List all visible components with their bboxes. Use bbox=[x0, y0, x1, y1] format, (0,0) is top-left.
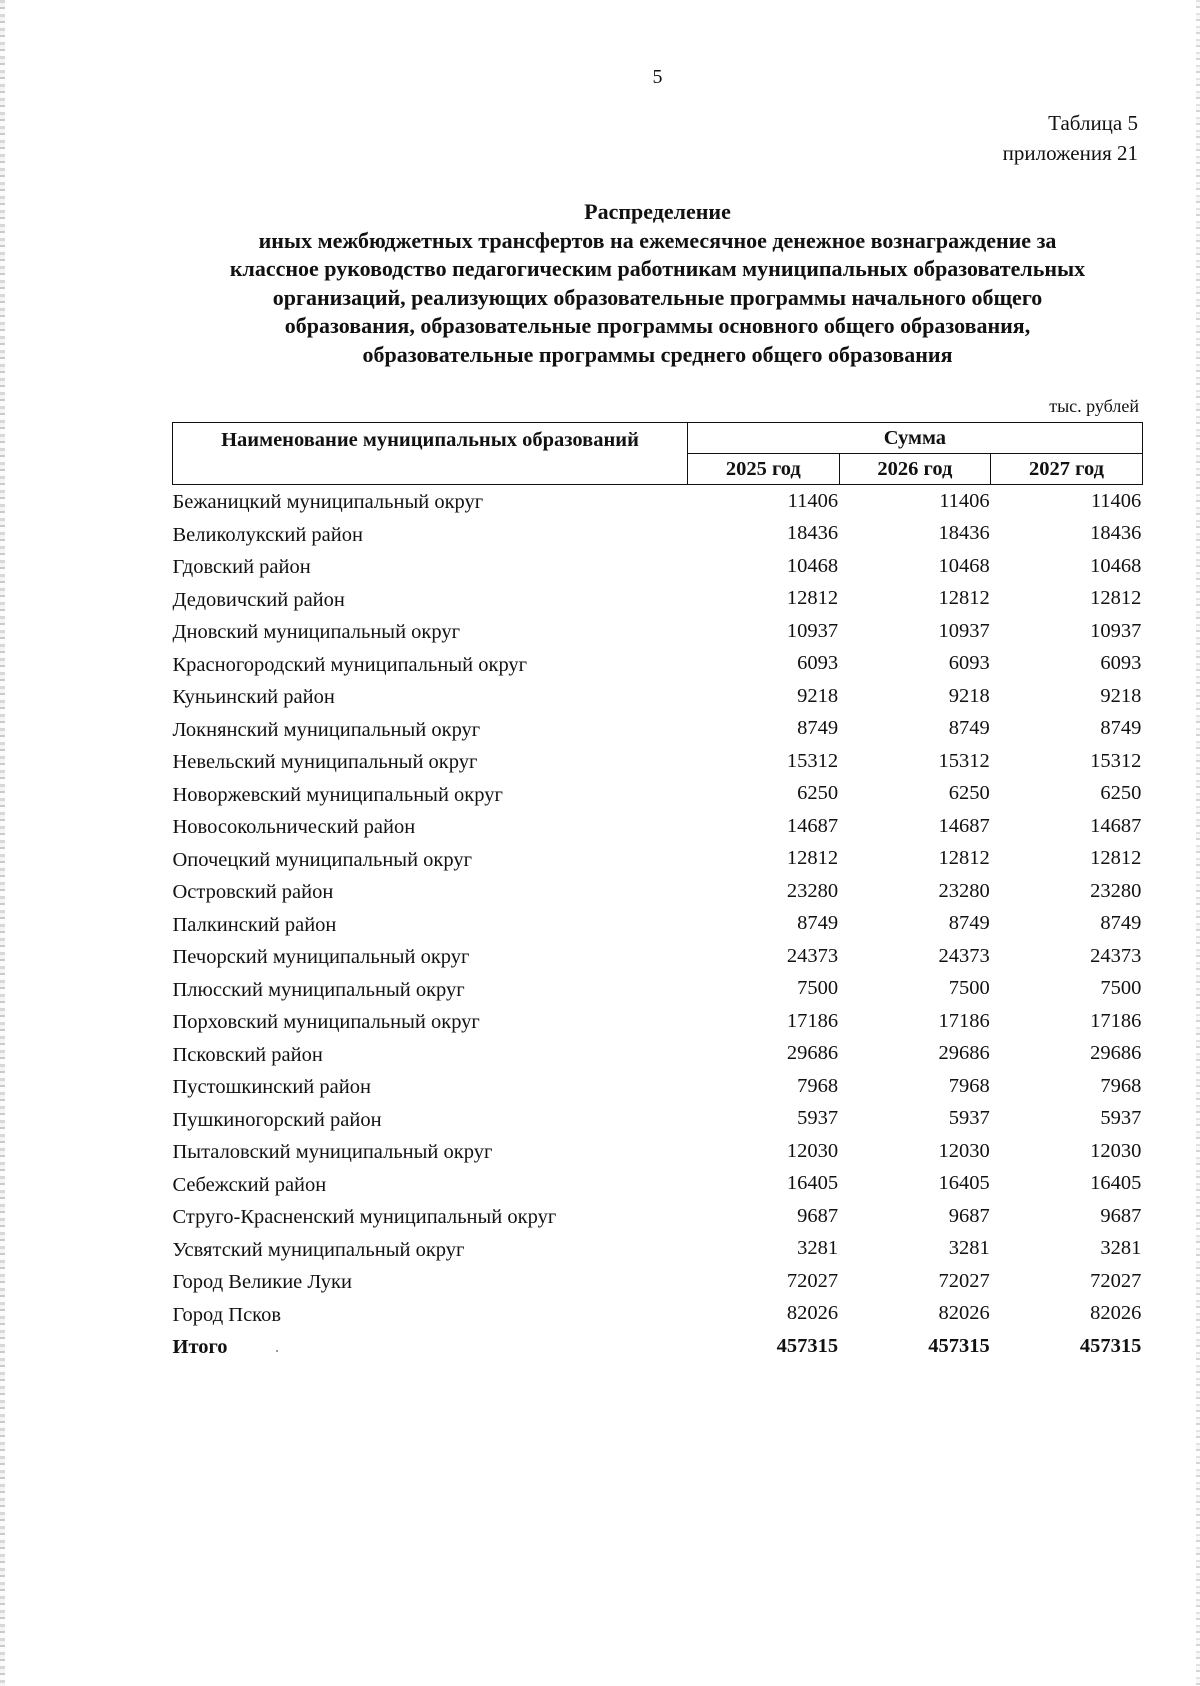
title-line-2: иных межбюджетных трансфертов на ежемесячное денежное вознаграждение за bbox=[258, 227, 1057, 253]
distribution-table bbox=[172, 422, 1143, 1363]
column-header-year: 2025 год bbox=[688, 454, 840, 485]
value-2025: 18436 bbox=[786, 522, 839, 544]
table-row bbox=[173, 1005, 1143, 1038]
value-2027: 18436 bbox=[1090, 522, 1142, 544]
table-row bbox=[173, 778, 1143, 811]
column-header-sum: Сумма bbox=[688, 423, 1143, 454]
municipality-name: Плюсский муниципальный округ bbox=[172, 978, 465, 1001]
municipality-name: Порховский муниципальный округ bbox=[172, 1011, 480, 1033]
municipality-name: Новоржевский муниципальный округ bbox=[172, 783, 503, 806]
value-2025: 23280 bbox=[786, 879, 839, 902]
value-2026: 24373 bbox=[938, 944, 990, 967]
table-reference bbox=[1003, 108, 1138, 168]
municipality-name: Опочецкий муниципальный округ bbox=[172, 848, 473, 871]
table-row bbox=[173, 550, 1143, 583]
value-2026: 29686 bbox=[938, 1042, 990, 1064]
table-row bbox=[173, 843, 1143, 876]
municipality-name: Дновский муниципальный округ bbox=[172, 621, 461, 643]
value-2025: 8749 bbox=[797, 717, 839, 739]
municipality-name: Город Великие Луки bbox=[172, 1271, 352, 1293]
table-row bbox=[173, 1103, 1143, 1136]
table-reference-line-2: приложения 21 bbox=[1002, 141, 1138, 165]
value-2027: 10937 bbox=[1090, 619, 1142, 642]
value-2027: 17186 bbox=[1090, 1009, 1142, 1032]
value-2025: 12030 bbox=[786, 1139, 839, 1162]
value-2026: 9218 bbox=[948, 684, 990, 707]
value-2026: 11406 bbox=[939, 489, 990, 512]
scan-edge-right bbox=[1196, 0, 1200, 1686]
table-row bbox=[173, 1200, 1143, 1233]
value-2027: 82026 bbox=[1090, 1302, 1142, 1324]
title-line-1: Распределение bbox=[584, 199, 731, 224]
municipality-name: Усвятский муниципальный округ bbox=[172, 1238, 465, 1261]
table-row bbox=[173, 810, 1143, 843]
table-row bbox=[173, 1298, 1143, 1331]
table-footer bbox=[173, 1330, 1143, 1363]
value-2025: 10468 bbox=[786, 554, 839, 577]
value-2026: 15312 bbox=[938, 749, 990, 772]
table-row bbox=[173, 680, 1143, 713]
value-2026: 8749 bbox=[948, 717, 990, 739]
value-2025: 8749 bbox=[797, 912, 839, 934]
table-row bbox=[173, 1233, 1143, 1266]
value-2027: 12812 bbox=[1090, 847, 1142, 869]
municipality-name: Себежский район bbox=[172, 1173, 327, 1196]
table-row bbox=[173, 615, 1143, 648]
municipality-name: Бежаницкий муниципальный округ bbox=[172, 491, 484, 513]
value-2025: 72027 bbox=[786, 1269, 839, 1292]
table-row bbox=[173, 648, 1143, 681]
value-2026: 23280 bbox=[938, 879, 990, 902]
value-2025: 12812 bbox=[786, 847, 839, 869]
total-value-2026: 457315 bbox=[928, 1334, 990, 1357]
table-row bbox=[173, 485, 1143, 518]
total-value-2025: 457315 bbox=[776, 1334, 839, 1357]
value-2026: 7500 bbox=[948, 977, 990, 999]
value-2027: 9218 bbox=[1100, 684, 1142, 707]
column-header-year: 2027 год bbox=[991, 454, 1143, 485]
scan-speck bbox=[276, 1350, 278, 1352]
value-2026: 82026 bbox=[938, 1302, 990, 1324]
municipality-name: Город Псков bbox=[172, 1303, 282, 1326]
table-row bbox=[173, 1265, 1143, 1298]
title-line-4: организаций, реализующих образовательные программы начального общего bbox=[272, 284, 1043, 310]
value-2026: 72027 bbox=[938, 1269, 990, 1292]
table-row bbox=[173, 1135, 1143, 1168]
value-2027: 7968 bbox=[1100, 1074, 1142, 1097]
value-2027: 6250 bbox=[1100, 782, 1142, 804]
value-2025: 29686 bbox=[786, 1042, 839, 1064]
table-row bbox=[173, 908, 1143, 941]
value-2026: 8749 bbox=[948, 912, 990, 934]
value-2026: 3281 bbox=[948, 1237, 990, 1259]
table-row bbox=[173, 973, 1143, 1006]
value-2027: 29686 bbox=[1090, 1042, 1142, 1064]
total-label: Итого bbox=[172, 1336, 228, 1358]
municipality-name: Палкинский район bbox=[172, 913, 337, 936]
municipality-name: Красногородский муниципальный округ bbox=[172, 653, 528, 676]
value-2027: 24373 bbox=[1090, 944, 1142, 967]
municipality-name: Локнянский муниципальный округ bbox=[172, 718, 481, 741]
title-line-6: образовательные программы среднего общего образования bbox=[362, 341, 953, 367]
value-2026: 10468 bbox=[938, 554, 990, 577]
table-row bbox=[173, 1038, 1143, 1071]
value-2027: 9687 bbox=[1100, 1204, 1142, 1227]
value-2027: 10468 bbox=[1090, 554, 1142, 577]
table-row bbox=[173, 713, 1143, 746]
document-title bbox=[150, 198, 1165, 369]
value-2025: 7968 bbox=[797, 1074, 839, 1097]
value-2026: 14687 bbox=[938, 814, 990, 837]
units-label: тыс. рублей bbox=[1049, 396, 1139, 416]
value-2025: 17186 bbox=[786, 1009, 839, 1032]
value-2026: 18436 bbox=[938, 522, 990, 544]
table-header bbox=[173, 423, 1143, 485]
value-2025: 15312 bbox=[786, 749, 839, 772]
table-header-row bbox=[173, 423, 1143, 454]
value-2025: 12812 bbox=[786, 587, 839, 609]
value-2027: 6093 bbox=[1100, 652, 1142, 674]
value-2027: 16405 bbox=[1090, 1172, 1142, 1194]
title-line-3: классное руководство педагогическим работникам муниципальных образовательных bbox=[229, 256, 1086, 281]
value-2025: 11406 bbox=[787, 489, 839, 512]
value-2027: 3281 bbox=[1100, 1237, 1142, 1259]
value-2026: 6093 bbox=[948, 652, 990, 674]
value-2025: 3281 bbox=[797, 1237, 839, 1259]
table-row bbox=[173, 875, 1143, 908]
value-2027: 11406 bbox=[1090, 489, 1142, 512]
value-2025: 5937 bbox=[797, 1107, 839, 1129]
table-row bbox=[173, 1168, 1143, 1201]
municipality-name: Псковский район bbox=[172, 1043, 323, 1066]
value-2027: 72027 bbox=[1090, 1269, 1142, 1292]
total-value-2027: 457315 bbox=[1079, 1334, 1142, 1357]
value-2027: 7500 bbox=[1100, 977, 1142, 999]
table-row bbox=[173, 518, 1143, 551]
value-2025: 9687 bbox=[797, 1204, 839, 1227]
column-header-name: Наименование муниципальных образований bbox=[173, 423, 688, 485]
table-reference-line-1: Таблица 5 bbox=[1048, 111, 1138, 135]
municipality-name: Пустошкинский район bbox=[172, 1076, 371, 1098]
title-line-5: образования, образовательные программы основного общего образования, bbox=[284, 313, 1031, 338]
value-2027: 12812 bbox=[1090, 587, 1142, 609]
value-2025: 24373 bbox=[786, 944, 839, 967]
table-body bbox=[173, 485, 1143, 1331]
value-2027: 14687 bbox=[1090, 814, 1142, 837]
page-number: 5 bbox=[652, 66, 663, 88]
value-2025: 16405 bbox=[786, 1172, 839, 1194]
municipality-name: Струго-Красненский муниципальный округ bbox=[172, 1206, 557, 1228]
total-row bbox=[173, 1330, 1143, 1363]
value-2026: 12812 bbox=[938, 587, 990, 609]
table-row bbox=[173, 1070, 1143, 1103]
value-2027: 15312 bbox=[1090, 749, 1142, 772]
value-2025: 14687 bbox=[786, 814, 839, 837]
value-2026: 5937 bbox=[948, 1107, 990, 1129]
value-2026: 12812 bbox=[938, 847, 990, 869]
value-2025: 10937 bbox=[786, 619, 839, 642]
table-row bbox=[173, 940, 1143, 973]
value-2025: 9218 bbox=[797, 684, 839, 707]
value-2025: 7500 bbox=[797, 977, 839, 999]
municipality-name: Невельский муниципальный округ bbox=[172, 751, 478, 773]
municipality-name: Островский район bbox=[172, 881, 334, 903]
column-header-year: 2026 год bbox=[839, 454, 991, 485]
value-2026: 9687 bbox=[948, 1204, 990, 1227]
value-2027: 12030 bbox=[1090, 1139, 1142, 1162]
value-2026: 10937 bbox=[938, 619, 990, 642]
municipality-name: Дедовичский район bbox=[172, 588, 345, 611]
municipality-name: Гдовский район bbox=[172, 556, 311, 578]
value-2025: 6250 bbox=[797, 782, 839, 804]
value-2025: 6093 bbox=[797, 652, 839, 674]
value-2027: 8749 bbox=[1100, 912, 1142, 934]
scan-edge-left bbox=[0, 0, 5, 1686]
municipality-name: Великолукский район bbox=[172, 523, 363, 546]
municipality-name: Пушкиногорский район bbox=[172, 1108, 382, 1131]
municipality-name: Новосокольнический район bbox=[172, 816, 416, 838]
municipality-name: Печорский муниципальный округ bbox=[172, 946, 470, 968]
value-2027: 8749 bbox=[1100, 717, 1142, 739]
value-2026: 16405 bbox=[938, 1172, 990, 1194]
value-2027: 5937 bbox=[1100, 1107, 1142, 1129]
value-2026: 6250 bbox=[948, 782, 990, 804]
table-row bbox=[173, 745, 1143, 778]
value-2025: 82026 bbox=[786, 1302, 839, 1324]
value-2027: 23280 bbox=[1090, 879, 1142, 902]
municipality-name: Пыталовский муниципальный округ bbox=[172, 1141, 493, 1163]
value-2026: 12030 bbox=[938, 1139, 990, 1162]
table-row bbox=[173, 583, 1143, 616]
value-2026: 7968 bbox=[948, 1074, 990, 1097]
municipality-name: Куньинский район bbox=[172, 686, 335, 708]
value-2026: 17186 bbox=[938, 1009, 990, 1032]
